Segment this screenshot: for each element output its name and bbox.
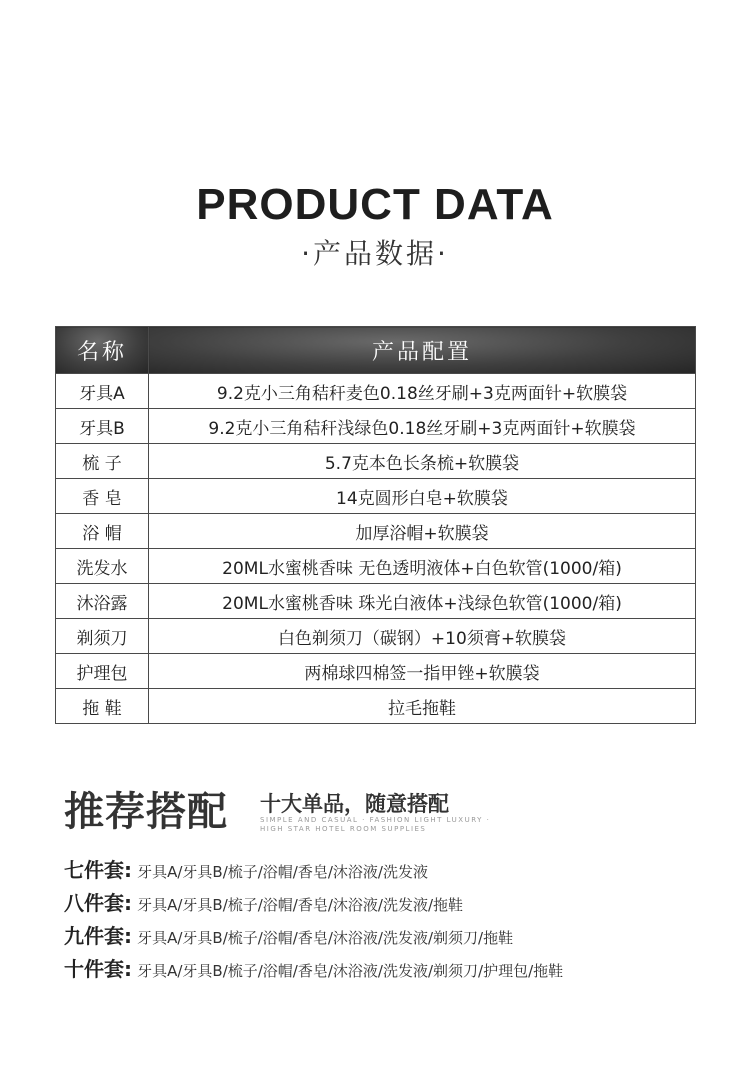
set-name: 八件套: bbox=[64, 891, 132, 915]
item-config-cell: 加厚浴帽+软膜袋 bbox=[149, 514, 696, 549]
product-spec-table bbox=[55, 326, 696, 724]
table-row bbox=[56, 444, 696, 479]
table-row bbox=[56, 479, 696, 514]
set-contents: 牙具A/牙具B/梳子/浴帽/香皂/沐浴液/洗发液/剃须刀/护理包/拖鞋 bbox=[137, 962, 564, 980]
item-name-cell: 梳 子 bbox=[56, 444, 149, 479]
column-header-name: 名称 bbox=[56, 327, 149, 374]
table-header-row bbox=[56, 327, 696, 374]
table-row bbox=[56, 619, 696, 654]
table-row bbox=[56, 654, 696, 689]
set-item bbox=[64, 953, 563, 986]
table-row bbox=[56, 409, 696, 444]
tagline-line-1: SIMPLE AND CASUAL · FASHION LIGHT LUXURY · bbox=[260, 816, 491, 824]
item-config-cell: 两棉球四棉签一指甲锉+软膜袋 bbox=[149, 654, 696, 689]
recommend-title: 推荐搭配 bbox=[64, 789, 228, 835]
page-title: PRODUCT DATA bbox=[196, 180, 554, 229]
page-subtitle: ·产品数据· bbox=[301, 237, 449, 270]
item-config-cell: 9.2克小三角秸秆麦色0.18丝牙刷+3克两面针+软膜袋 bbox=[149, 374, 696, 409]
set-item bbox=[64, 854, 563, 887]
item-config-cell: 20ML水蜜桃香味 珠光白液体+浅绿色软管(1000/箱) bbox=[149, 584, 696, 619]
tagline-line-2: HIGH STAR HOTEL ROOM SUPPLIES bbox=[260, 825, 427, 833]
item-name-cell: 剃须刀 bbox=[56, 619, 149, 654]
recommend-tagline bbox=[260, 816, 490, 834]
item-name-cell: 沐浴露 bbox=[56, 584, 149, 619]
set-item bbox=[64, 887, 563, 920]
table-row bbox=[56, 584, 696, 619]
recommend-subtitle: 十大单品，随意搭配 bbox=[260, 792, 449, 816]
set-contents: 牙具A/牙具B/梳子/浴帽/香皂/沐浴液/洗发液 bbox=[137, 863, 428, 881]
set-item bbox=[64, 920, 563, 953]
table-header bbox=[56, 327, 696, 374]
item-config-cell: 9.2克小三角秸秆浅绿色0.18丝牙刷+3克两面针+软膜袋 bbox=[149, 409, 696, 444]
table-row bbox=[56, 549, 696, 584]
item-name-cell: 拖 鞋 bbox=[56, 689, 149, 724]
item-name-cell: 浴 帽 bbox=[56, 514, 149, 549]
item-name-cell: 牙具B bbox=[56, 409, 149, 444]
item-config-cell: 5.7克本色长条梳+软膜袋 bbox=[149, 444, 696, 479]
item-name-cell: 护理包 bbox=[56, 654, 149, 689]
table-body bbox=[56, 374, 696, 724]
set-list bbox=[64, 854, 563, 986]
set-contents: 牙具A/牙具B/梳子/浴帽/香皂/沐浴液/洗发液/拖鞋 bbox=[137, 896, 464, 914]
table-row bbox=[56, 374, 696, 409]
column-header-config: 产品配置 bbox=[149, 327, 696, 374]
item-config-cell: 白色剃须刀（碳钢）+10须膏+软膜袋 bbox=[149, 619, 696, 654]
table-row bbox=[56, 514, 696, 549]
item-name-cell: 牙具A bbox=[56, 374, 149, 409]
set-name: 七件套: bbox=[64, 858, 132, 882]
item-config-cell: 20ML水蜜桃香味 无色透明液体+白色软管(1000/箱) bbox=[149, 549, 696, 584]
set-name: 十件套: bbox=[64, 957, 132, 981]
item-config-cell: 拉毛拖鞋 bbox=[149, 689, 696, 724]
table-row bbox=[56, 689, 696, 724]
set-contents: 牙具A/牙具B/梳子/浴帽/香皂/沐浴液/洗发液/剃须刀/拖鞋 bbox=[137, 929, 514, 947]
set-name: 九件套: bbox=[64, 924, 132, 948]
item-name-cell: 洗发水 bbox=[56, 549, 149, 584]
item-config-cell: 14克圆形白皂+软膜袋 bbox=[149, 479, 696, 514]
item-name-cell: 香 皂 bbox=[56, 479, 149, 514]
